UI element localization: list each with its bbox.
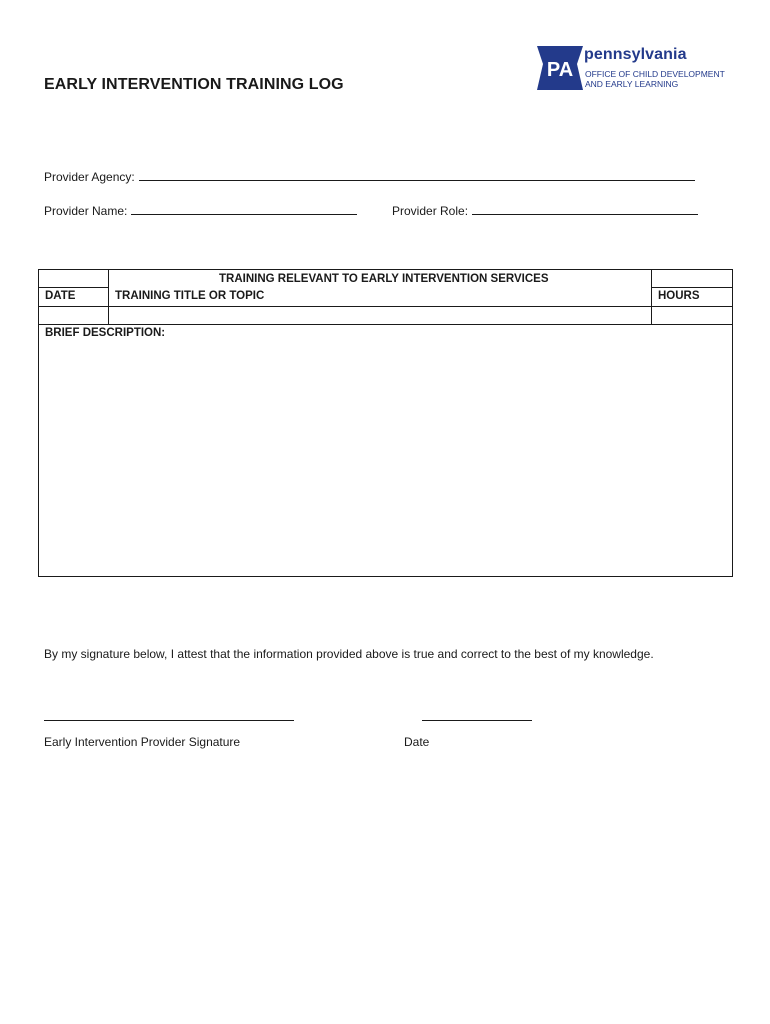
date-line[interactable] xyxy=(422,720,532,721)
date-label: Date xyxy=(404,735,430,749)
provider-name-label: Provider Name: xyxy=(44,204,128,218)
brief-description-area[interactable] xyxy=(40,344,731,574)
pa-ocdel-logo xyxy=(537,46,727,96)
provider-role-label: Provider Role: xyxy=(392,204,469,218)
provider-name-input-line[interactable] xyxy=(131,202,357,215)
provider-agency-input-line[interactable] xyxy=(139,168,695,181)
date-cell[interactable] xyxy=(40,308,107,323)
title-cell[interactable] xyxy=(110,308,650,323)
provider-role-field xyxy=(392,202,698,218)
hours-cell[interactable] xyxy=(653,308,731,323)
table-divider xyxy=(108,270,109,324)
logo-pa-mark: PA xyxy=(546,59,574,81)
table-divider xyxy=(651,270,652,324)
title-column-header: TRAINING TITLE OR TOPIC xyxy=(115,290,265,302)
provider-role-input-line[interactable] xyxy=(472,202,698,215)
brief-description-label: BRIEF DESCRIPTION: xyxy=(45,327,166,339)
signature-label: Early Intervention Provider Signature xyxy=(44,735,241,749)
keystone-icon xyxy=(537,46,583,90)
signature-line[interactable] xyxy=(44,720,294,721)
page-title: EARLY INTERVENTION TRAINING LOG xyxy=(44,76,344,93)
provider-agency-label: Provider Agency: xyxy=(44,170,135,184)
date-column-header: DATE xyxy=(45,290,76,302)
training-section-heading: TRAINING RELEVANT TO EARLY INTERVENTION SERVICES xyxy=(219,273,549,285)
logo-subtitle-line2: AND EARLY LEARNING xyxy=(585,79,679,89)
table-divider xyxy=(39,306,732,307)
provider-agency-field xyxy=(44,168,695,184)
attestation-statement: By my signature below, I attest that the information provided above is true and correct to the best of my knowledge. xyxy=(44,647,654,661)
logo-wordmark: pennsylvania xyxy=(584,46,687,63)
hours-column-header: HOURS xyxy=(658,290,700,302)
table-divider xyxy=(651,287,732,288)
table-divider xyxy=(39,324,732,325)
provider-name-field xyxy=(44,202,357,218)
table-divider xyxy=(39,287,108,288)
logo-subtitle-line1: OFFICE OF CHILD DEVELOPMENT xyxy=(585,69,725,79)
training-table xyxy=(38,269,733,577)
